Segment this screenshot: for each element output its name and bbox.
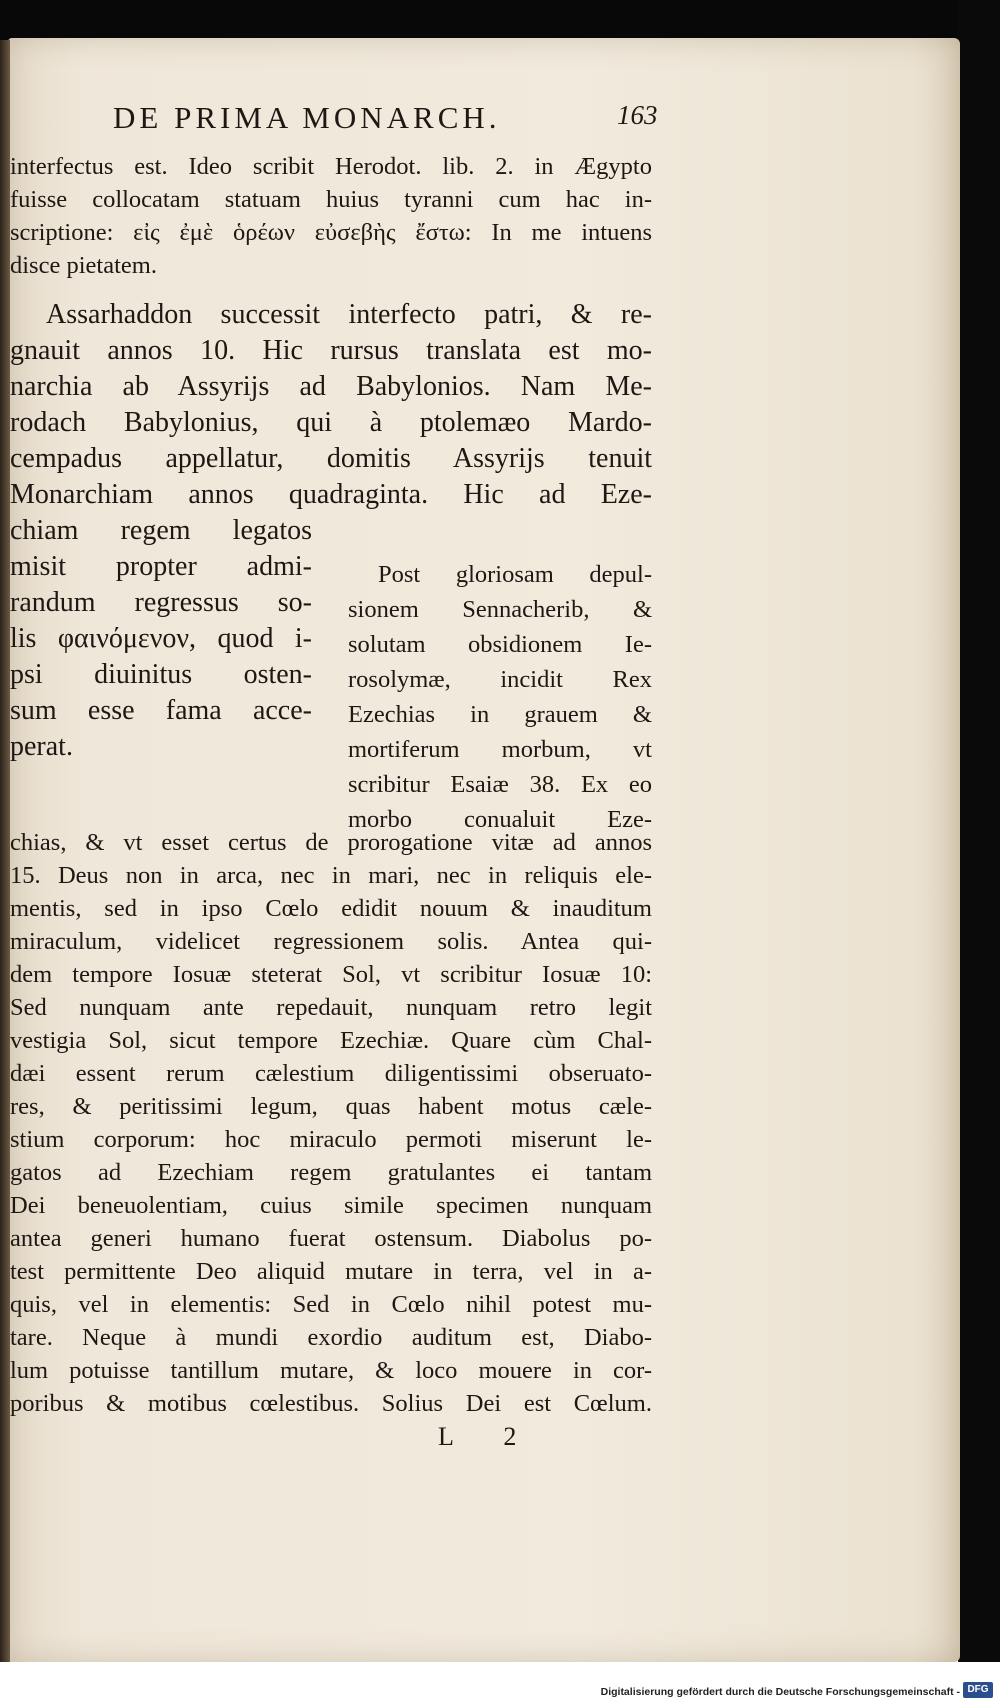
column-line: misit propter admi- [10,551,312,582]
text-line: gatos ad Ezechiam regem gratulantes ei tantam [10,1159,652,1186]
text-line: 15. Deus non in arca, nec in mari, nec in reliquis ele- [10,862,652,889]
column-line: rosolymæ, incidit Rex [348,666,652,693]
scan-border-right [958,0,1000,1662]
text-line: lum potuisse tantillum mutare, & loco mouere in cor- [10,1357,652,1384]
text-line: narchia ab Assyrijs ad Babylonios. Nam Me- [10,371,652,402]
text-line: stium corporum: hoc miraculo permoti miserunt le- [10,1126,652,1153]
text-line: quis, vel in elementis: Sed in Cœlo nihil potest mu- [10,1291,652,1318]
running-title: DE PRIMA MONARCH. [113,100,501,135]
text-line: Sed nunquam ante repedauit, nunquam retro legit [10,994,652,1021]
column-line: perat. [10,731,73,762]
page-number: 163 [617,100,658,130]
column-line: randum regressus so- [10,587,312,618]
text-line: miraculum, videlicet regressionem solis. Antea qui- [10,928,652,955]
text-line: Assarhaddon successit interfecto patri, & re- [46,299,652,330]
column-line: mortiferum morbum, vt [348,736,652,763]
column-line: sum esse fama acce- [10,695,312,726]
text-line: rodach Babylonius, qui à ptolemæo Mardo- [10,407,652,438]
text-line: Dei beneuolentiam, cuius simile specimen nunquam [10,1192,652,1219]
text-line: mentis, sed in ipso Cœlo edidit nouum & inauditum [10,895,652,922]
text-line: res, & peritissimi legum, quas habent motus cæle- [10,1093,652,1120]
text-line: test permittente Deo aliquid mutare in terra, vel in a- [10,1258,652,1285]
text-line: poribus & motibus cœlestibus. Solius Dei est Cœlum. [10,1390,652,1417]
column-line: scribitur Esaiæ 38. Ex eo [348,771,652,798]
column-line: chiam regem legatos [10,515,312,546]
column-line: morbo conualuit Eze- [348,806,652,833]
column-line: psi diuinitus osten- [10,659,312,690]
column-line: sionem Sennacherib, & [348,596,652,623]
column-line: Ezechias in grauem & [348,701,652,728]
scan-border-top [0,0,1000,40]
text-line: dæi essent rerum cælestium diligentissimi obseruato- [10,1060,652,1087]
text-line: vestigia Sol, sicut tempore Ezechiæ. Quare cùm Chal- [10,1027,652,1054]
column-line: lis φαινόμενον, quod i- [10,623,312,654]
page-gutter-edge [0,40,10,1662]
footer-credit: Digitalisierung gefördert durch die Deutsche Forschungsgemeinschaft - [600,1686,960,1698]
text-line: interfectus est. Ideo scribit Herodot. lib. 2. in Ægypto [10,153,652,180]
dfg-logo: DFG [963,1682,993,1698]
text-line: cempadus appellatur, domitis Assyrijs tenuit [10,443,652,474]
text-line: chias, & vt esset certus de prorogatione vitæ ad annos [10,829,652,856]
text-line: Monarchiam annos quadraginta. Hic ad Eze- [10,479,652,510]
text-line: disce pietatem. [10,252,157,279]
column-line: solutam obsidionem Ie- [348,631,652,658]
signature-mark: L 2 [438,1422,539,1451]
text-line: scriptione: εἰς ἐμὲ ὁρέων εὐσεβὴς ἔστω: In me intuens [10,219,652,246]
text-line: gnauit annos 10. Hic rursus translata est mo- [10,335,652,366]
footer-bar [0,1662,1000,1706]
column-line: Post gloriosam depul- [378,561,652,588]
text-line: antea generi humano fuerat ostensum. Diabolus po- [10,1225,652,1252]
text-line: dem tempore Iosuæ steterat Sol, vt scribitur Iosuæ 10: [10,961,652,988]
text-line: tare. Neque à mundi exordio auditum est, Diabo- [10,1324,652,1351]
text-line: fuisse collocatam statuam huius tyranni cum hac in- [10,186,652,213]
